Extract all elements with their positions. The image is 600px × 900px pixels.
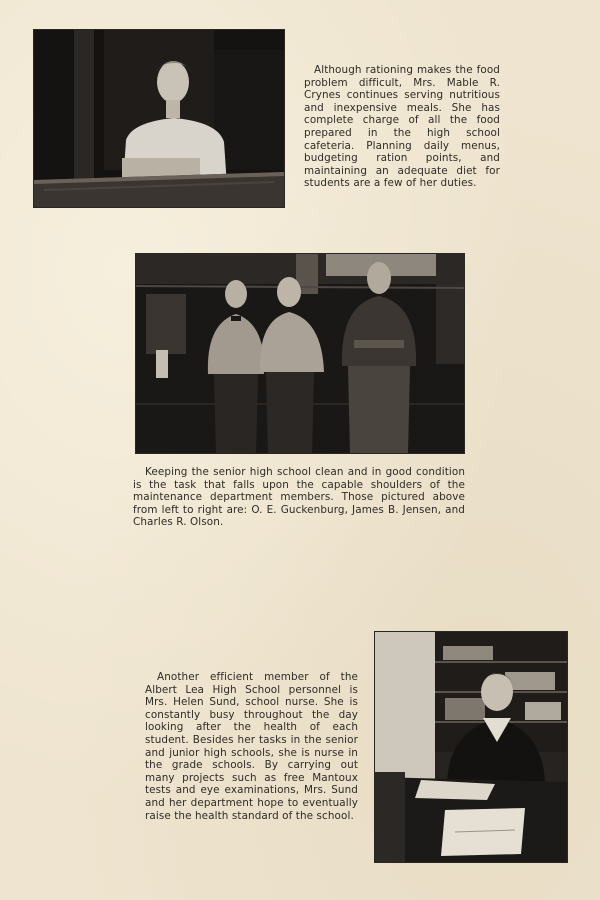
cafeteria-manager-caption: Although rationing makes the food problem difficult, Mrs. Mable R. Crynes continues serving nutritious and inexpensive meals. She has complete charge of all the food prepared in the high school cafeteria. Planning daily menus, budgeting ration points, and maintaining an adequate diet for students are a few of her duties.	[304, 64, 500, 190]
school-nurse-caption: Another efficient member of the Albert Lea High School personnel is Mrs. Helen Sund, school nurse. She is constantly busy throughout the day looking after the health of each student. Besides her tasks in the senior and junior high schools, she is nurse in the grade schools. By carrying out many projects such as free Mantoux tests and eye examinations, Mrs. Sund and her department hope to eventually raise the health standard of the school.	[145, 671, 358, 822]
school-nurse-photo	[375, 632, 567, 862]
cafeteria-manager-photo	[34, 30, 284, 207]
maintenance-staff-photo	[136, 254, 464, 453]
maintenance-staff-caption: Keeping the senior high school clean and in good condition is the task that falls upon the capable shoulders of the maintenance department members. Those pictured above from left to right are: O. E. Guckenburg, James B. Jensen, and Charles R. Olson.	[133, 466, 465, 529]
